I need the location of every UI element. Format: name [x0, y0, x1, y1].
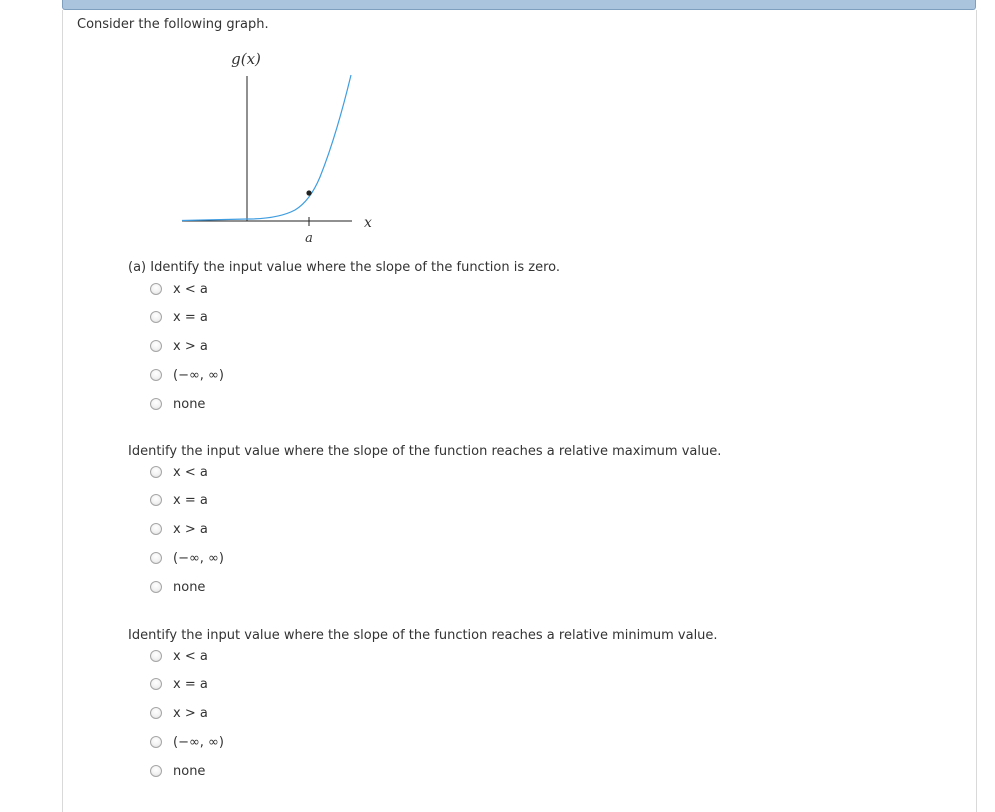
option-label: x > a	[173, 705, 208, 721]
option-b-x-greater-than-a[interactable]	[150, 521, 208, 537]
option-c-x-equals-a[interactable]	[150, 676, 208, 692]
point-at-a	[306, 190, 311, 195]
option-b-none[interactable]	[150, 579, 205, 595]
option-b-x-less-than-a[interactable]	[150, 464, 208, 480]
question-b-title: Identify the input value where the slope of the function reaches a relative maximum value.	[128, 444, 722, 459]
x-axis-label: x	[364, 215, 372, 231]
question-c-title: Identify the input value where the slope of the function reaches a relative minimum value.	[128, 628, 718, 643]
option-label: (−∞, ∞)	[173, 367, 224, 383]
option-label: x < a	[173, 648, 208, 664]
option-a-x-greater-than-a[interactable]	[150, 338, 208, 354]
option-label: none	[173, 396, 206, 412]
radio-button[interactable]	[150, 494, 162, 506]
option-label: x < a	[173, 281, 208, 297]
radio-button[interactable]	[150, 650, 162, 662]
option-label: x = a	[173, 309, 208, 325]
radio-button[interactable]	[150, 466, 162, 478]
option-label: (−∞, ∞)	[173, 734, 224, 750]
option-label: (−∞, ∞)	[173, 550, 224, 566]
radio-button[interactable]	[150, 552, 162, 564]
radio-button[interactable]	[150, 283, 162, 295]
radio-button[interactable]	[150, 523, 162, 535]
option-a-x-equals-a[interactable]	[150, 309, 208, 325]
option-b-x-equals-a[interactable]	[150, 492, 208, 508]
option-a-none[interactable]	[150, 396, 205, 412]
option-label: none	[173, 763, 206, 779]
radio-button[interactable]	[150, 398, 162, 410]
option-label: none	[173, 579, 206, 595]
option-b-all-reals[interactable]	[150, 550, 224, 566]
option-c-x-less-than-a[interactable]	[150, 648, 208, 664]
option-label: x > a	[173, 338, 208, 354]
option-label: x < a	[173, 464, 208, 480]
option-c-all-reals[interactable]	[150, 734, 224, 750]
radio-button[interactable]	[150, 678, 162, 690]
option-label: x > a	[173, 521, 208, 537]
option-c-x-greater-than-a[interactable]	[150, 705, 208, 721]
option-c-none[interactable]	[150, 763, 205, 779]
radio-button[interactable]	[150, 736, 162, 748]
option-a-x-less-than-a[interactable]	[150, 281, 208, 297]
curve-g	[182, 75, 351, 221]
question-a-title: (a) Identify the input value where the slope of the function is zero.	[128, 260, 560, 275]
top-toolbar-strip	[62, 0, 976, 10]
option-label: x = a	[173, 492, 208, 508]
radio-button[interactable]	[150, 707, 162, 719]
radio-button[interactable]	[150, 581, 162, 593]
y-axis-label: g(x)	[231, 50, 261, 68]
radio-button[interactable]	[150, 311, 162, 323]
option-a-all-reals[interactable]	[150, 367, 224, 383]
option-label: x = a	[173, 676, 208, 692]
intro-text: Consider the following graph.	[77, 17, 269, 32]
tick-label-a: a	[305, 231, 313, 246]
function-graph	[170, 45, 390, 255]
radio-button[interactable]	[150, 369, 162, 381]
radio-button[interactable]	[150, 765, 162, 777]
radio-button[interactable]	[150, 340, 162, 352]
